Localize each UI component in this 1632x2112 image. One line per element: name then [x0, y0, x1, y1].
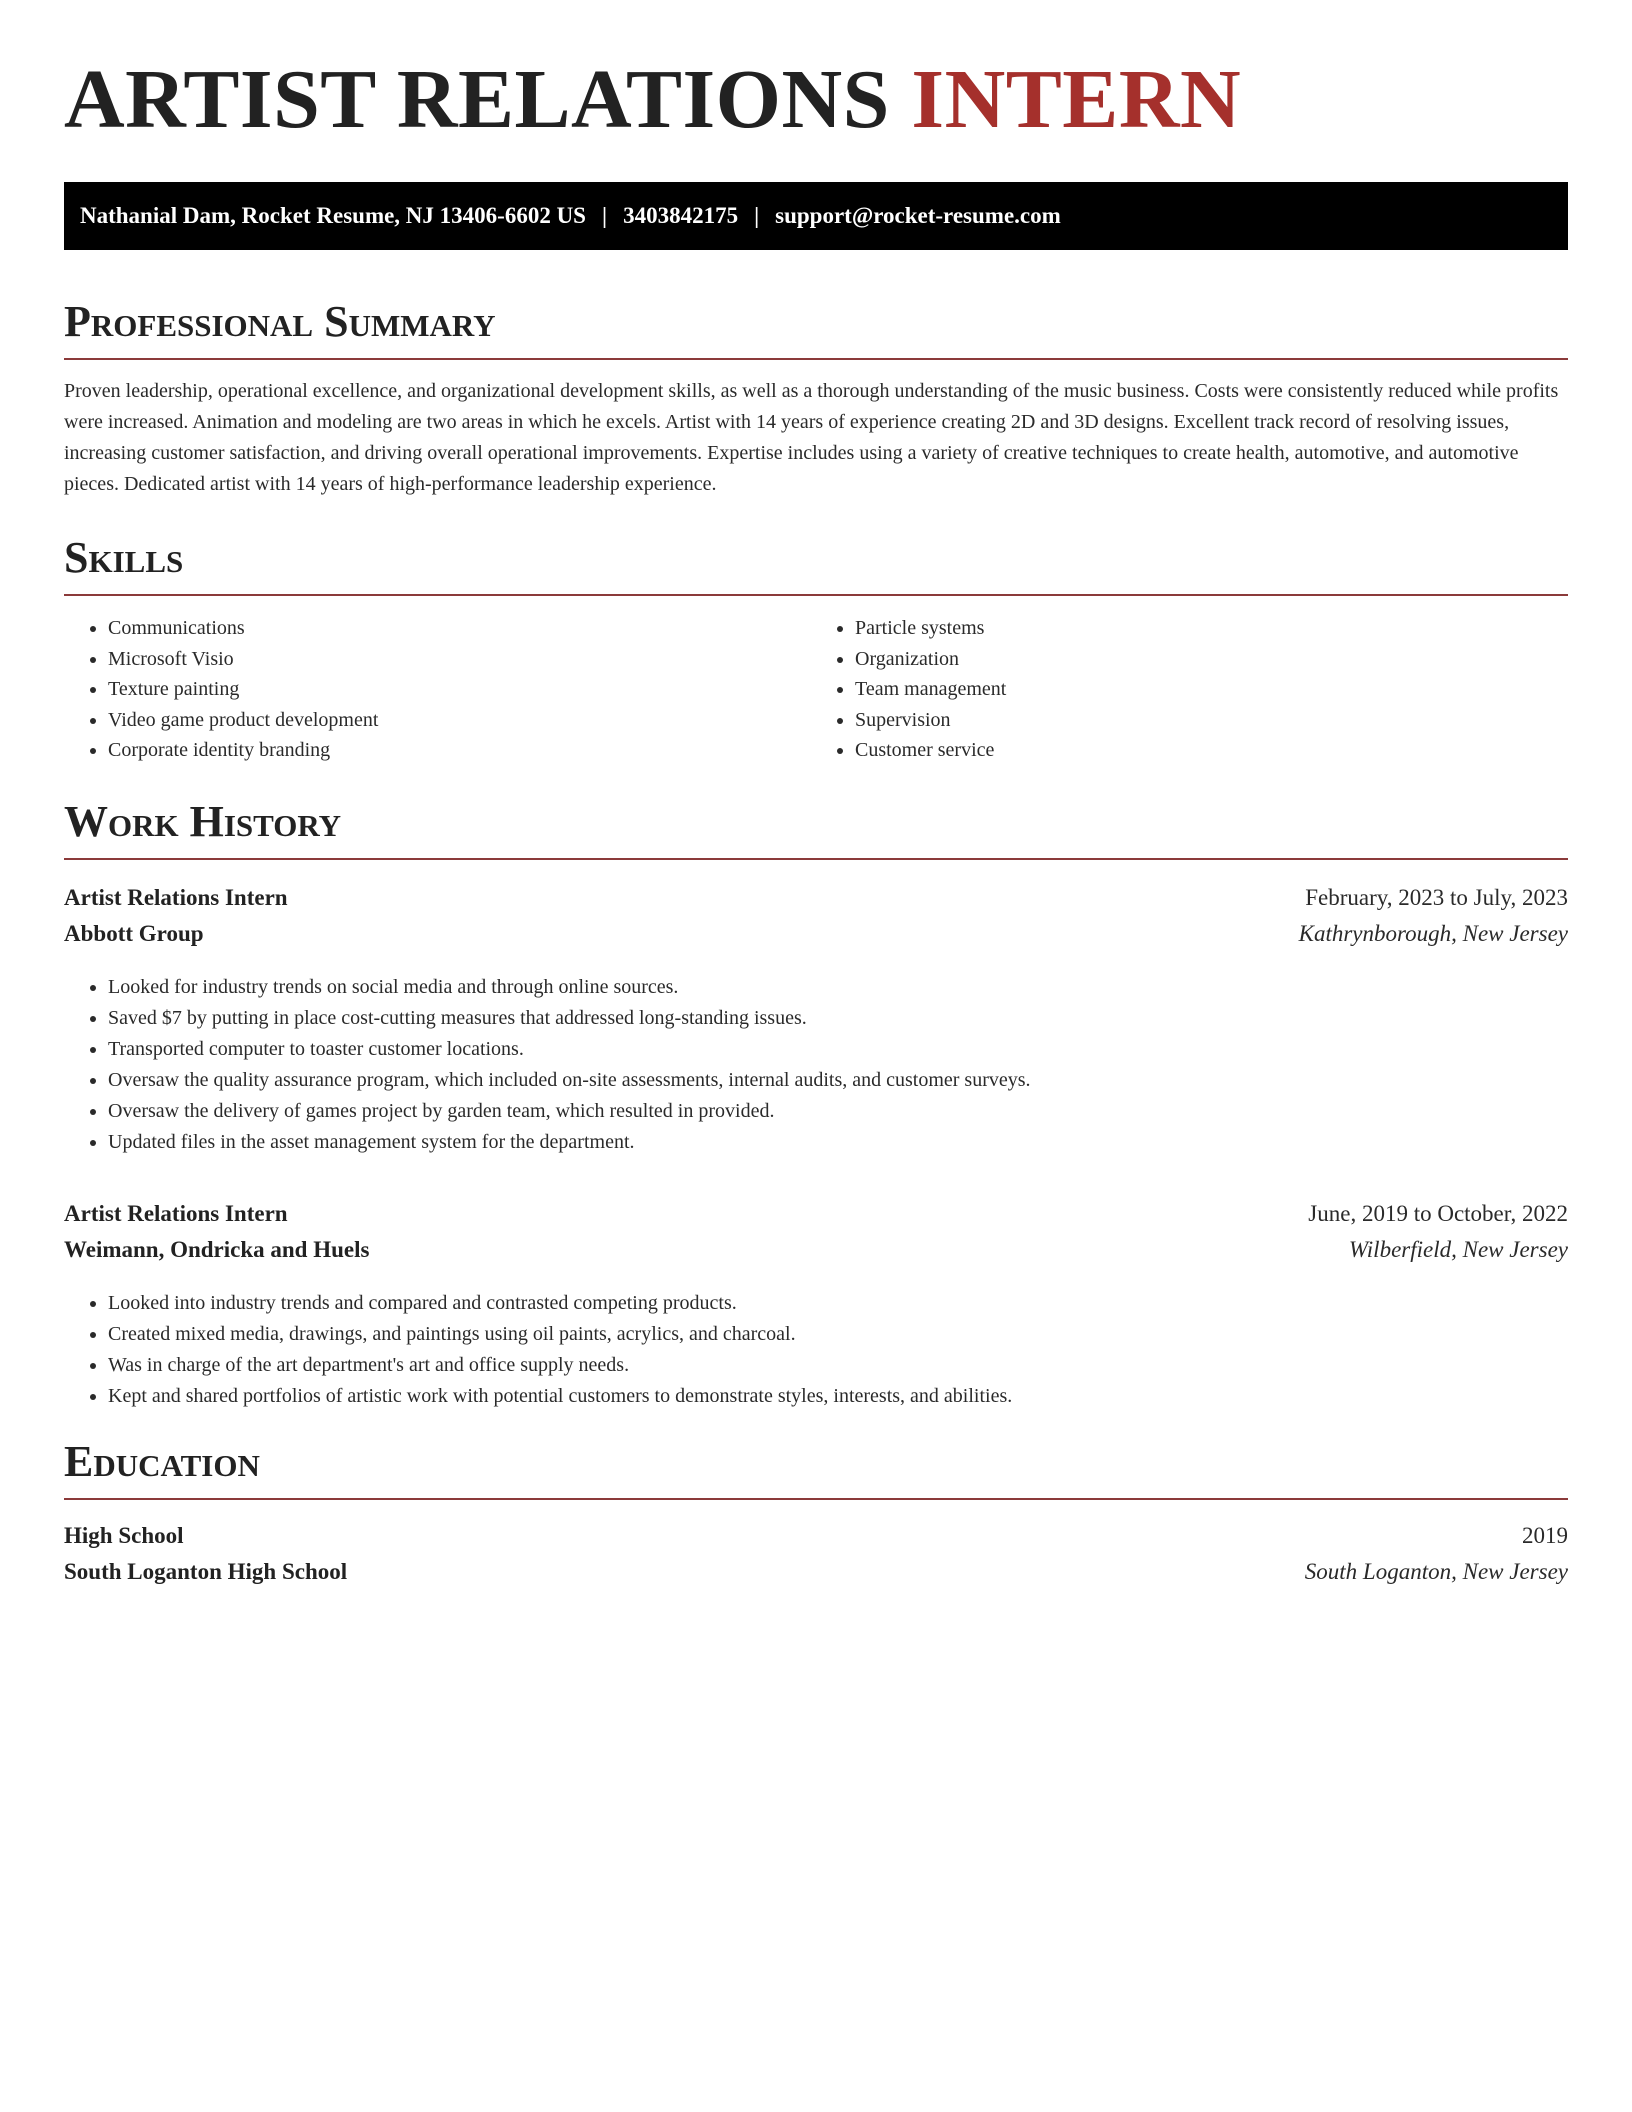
job-entry [64, 880, 1568, 1158]
skills-list-left [64, 613, 821, 766]
job-dates: June, 2019 to October, 2022 [1308, 1200, 1568, 1226]
title-accent: INTERN [911, 53, 1242, 146]
job-bullet: • Looked for industry trends on social media and through online sources. [108, 972, 1568, 1003]
skill-item: • Team management [855, 674, 1568, 705]
contact-phone: 3403842175 [623, 203, 739, 228]
skill-item: • Supervision [855, 705, 1568, 736]
section-divider [64, 594, 1568, 596]
job-bullet: • Oversaw the delivery of games project by garden team, which resulted in provided. [108, 1096, 1568, 1127]
skills-list-right [821, 613, 1568, 766]
job-location: Wilberfield, New Jersey [1348, 1236, 1568, 1262]
skills-heading: Skills [64, 533, 184, 582]
contact-address: Nathanial Dam, Rocket Resume, NJ 13406-6602 US [80, 203, 586, 228]
section-divider [64, 858, 1568, 860]
education-location: South Loganton, New Jersey [1304, 1558, 1568, 1584]
education-school: South Loganton High School [64, 1558, 348, 1584]
job-company-row [64, 1232, 1568, 1268]
section-divider [64, 358, 1568, 360]
skill-item: • Organization [855, 644, 1568, 675]
job-bullet: • Transported computer to toaster customer locations. [108, 1034, 1568, 1065]
summary-section [64, 297, 1568, 500]
title-main: ARTIST RELATIONS [64, 53, 912, 146]
summary-text: Proven leadership, operational excellence, and organizational development skills, as well as a thorough understanding of the music business. Costs were consistently reduced while profits were increased. Animation and modeling are two areas in which he excels. Artist with 14 years of experience creating 2D and 3D designs. Excellent track record of resolving issues, increasing customer satisfaction, and driving overall operational improvements. Expertise includes using a variety of creative techniques to create health, automotive, and automotive pieces. Dedicated artist with 14 years of high-performance leadership experience. [64, 380, 1559, 495]
job-bullet: • Was in charge of the art department's art and office supply needs. [108, 1350, 1568, 1381]
job-header-row [64, 1196, 1568, 1232]
skills-section [64, 533, 1568, 766]
job-bullet: • Created mixed media, drawings, and paintings using oil paints, acrylics, and charcoal. [108, 1319, 1568, 1350]
skills-columns [64, 613, 1568, 766]
education-heading: Education [64, 1436, 260, 1486]
job-location: Kathrynborough, New Jersey [1298, 920, 1568, 946]
education-year: 2019 [1522, 1522, 1568, 1548]
skill-item: • Texture painting [108, 674, 821, 705]
contact-bar [64, 182, 1568, 250]
job-bullets [64, 972, 1568, 1158]
education-degree: High School [64, 1522, 184, 1548]
job-bullet: • Oversaw the quality assurance program, which included on-site assessments, internal audits, and customer surveys. [108, 1065, 1568, 1096]
summary-heading: Professional Summary [64, 297, 496, 346]
job-bullet: • Updated files in the asset management system for the department. [108, 1127, 1568, 1158]
job-bullet: • Looked into industry trends and compared and contrasted competing products. [108, 1288, 1568, 1319]
job-bullet: • Kept and shared portfolios of artistic work with potential customers to demonstrate styles, interests, and abilities. [108, 1381, 1568, 1412]
education-degree-row [64, 1518, 1568, 1554]
education-entry [64, 1518, 1568, 1590]
contact-email[interactable]: support@rocket-resume.com [775, 203, 1061, 228]
skill-item: • Corporate identity branding [108, 735, 821, 766]
job-dates: February, 2023 to July, 2023 [1305, 884, 1568, 910]
contact-separator: | [754, 203, 760, 228]
job-company-row [64, 916, 1568, 952]
skill-item: • Particle systems [855, 613, 1568, 644]
contact-separator: | [601, 203, 608, 228]
job-title: Artist Relations Intern [64, 1200, 288, 1226]
job-header-row [64, 880, 1568, 916]
job-entry [64, 1196, 1568, 1412]
work-history-section [64, 796, 1568, 1412]
job-bullets [64, 1288, 1568, 1412]
skill-item: • Microsoft Visio [108, 644, 821, 675]
job-company: Abbott Group [64, 920, 204, 946]
work-history-heading: Work History [64, 796, 342, 846]
job-bullet: • Saved $7 by putting in place cost-cutting measures that addressed long-standing issues. [108, 1003, 1568, 1034]
job-company: Weimann, Ondricka and Huels [64, 1236, 370, 1262]
skill-item: • Video game product development [108, 705, 821, 736]
skill-item: • Communications [108, 613, 821, 644]
education-school-row [64, 1554, 1568, 1590]
section-divider [64, 1498, 1568, 1500]
resume-title [64, 53, 1568, 146]
skill-item: • Customer service [855, 735, 1568, 766]
job-title: Artist Relations Intern [64, 884, 288, 910]
education-section [64, 1436, 1568, 1590]
